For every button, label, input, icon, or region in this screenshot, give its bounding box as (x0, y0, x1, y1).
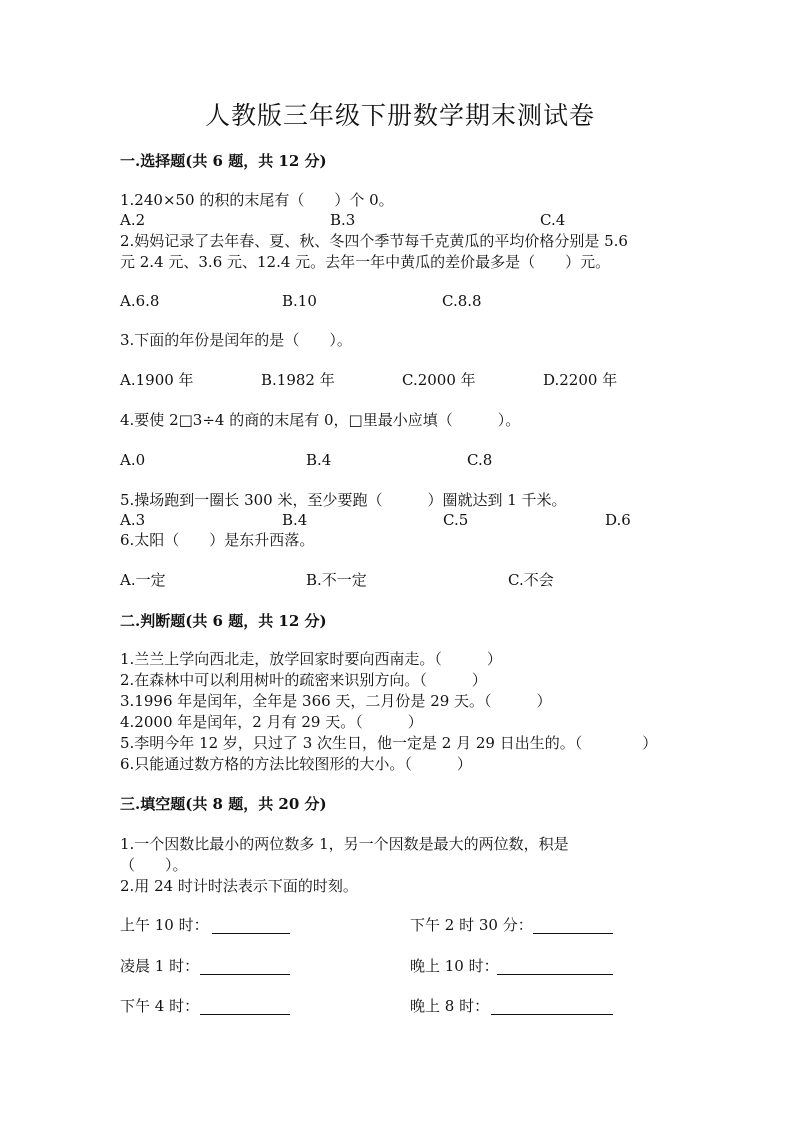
choice-question-2-line-1: 2.妈妈记录了去年春、夏、秋、冬四个季节每千克黄瓜的平均价格分别是 5.6 (120, 232, 628, 250)
choice-question-3: 3.下面的年份是闰年的是（ ）。 (120, 331, 352, 349)
choice-q3-option-d: D.2200 年 (543, 371, 618, 389)
section-heading-choice: 一.选择题(共 6 题，共 12 分) (120, 152, 327, 170)
judge-item-1: 1.兰兰上学向西北走，放学回家时要向西南走。（ ） (120, 650, 502, 668)
choice-q5-option-c: C.5 (443, 511, 469, 529)
choice-q1-option-b: B.3 (330, 211, 356, 229)
choice-q6-option-b: B.不一定 (306, 571, 367, 589)
choice-question-4: 4.要使 2□3÷4 的商的末尾有 0，□里最小应填（ ）。 (120, 411, 521, 429)
time-label-1am: 凌晨 1 时： (120, 957, 200, 975)
judge-item-5: 5.李明今年 12 岁，只过了 3 次生日，他一定是 2 月 29 日出生的。（ ） (120, 734, 658, 752)
choice-q5-option-b: B.4 (282, 511, 308, 529)
choice-question-2-line-2: 元 2.4 元、3.6 元、12.4 元。去年一年中黄瓜的差价最多是（ ）元。 (120, 253, 611, 271)
answer-blank-10pm[interactable] (497, 974, 613, 975)
fill-question-1-line-1: 1.一个因数比最小的两位数多 1，另一个因数是最大的两位数，积是 (120, 835, 569, 853)
choice-q3-option-a: A.1900 年 (120, 371, 194, 389)
section-heading-fill: 三.填空题(共 8 题，共 20 分) (120, 795, 327, 813)
answer-blank-230pm[interactable] (533, 933, 613, 934)
answer-blank-1am[interactable] (200, 974, 290, 975)
time-label-8pm: 晚上 8 时： (410, 997, 490, 1015)
time-label-10am: 上午 10 时： (120, 916, 209, 934)
choice-q5-option-d: D.6 (605, 511, 631, 529)
fill-question-2: 2.用 24 时计时法表示下面的时刻。 (120, 877, 358, 895)
judge-item-6: 6.只能通过数方格的方法比较图形的大小。（ ） (120, 755, 472, 773)
choice-q6-option-a: A.一定 (120, 571, 166, 589)
choice-q1-option-c: C.4 (540, 211, 566, 229)
choice-q6-option-c: C.不会 (508, 571, 554, 589)
time-label-230pm: 下午 2 时 30 分： (410, 916, 533, 934)
choice-q4-option-b: B.4 (306, 451, 332, 469)
choice-q3-option-b: B.1982 年 (261, 371, 335, 389)
exam-title: 人教版三年级下册数学期末测试卷 (204, 101, 595, 130)
answer-blank-10am[interactable] (212, 933, 290, 934)
choice-q3-option-c: C.2000 年 (402, 371, 476, 389)
answer-blank-8pm[interactable] (491, 1014, 613, 1015)
time-label-4pm: 下午 4 时： (120, 997, 200, 1015)
section-heading-judge: 二.判断题(共 6 题，共 12 分) (120, 612, 327, 630)
choice-q4-option-c: C.8 (467, 451, 493, 469)
judge-item-4: 4.2000 年是闰年，2 月有 29 天。（ ） (120, 713, 423, 731)
judge-item-2: 2.在森林中可以利用树叶的疏密来识别方向。（ ） (120, 671, 487, 689)
choice-q4-option-a: A.0 (120, 451, 146, 469)
choice-question-6: 6.太阳（ ）是东升西落。 (120, 531, 315, 549)
choice-q2-option-a: A.6.8 (120, 292, 160, 310)
answer-blank-4pm[interactable] (200, 1014, 290, 1015)
choice-q1-option-a: A.2 (120, 211, 146, 229)
fill-question-1-line-2: （ ）。 (120, 856, 188, 874)
judge-item-3: 3.1996 年是闰年，全年是 366 天，二月份是 29 天。（ ） (120, 692, 552, 710)
choice-question-1: 1.240×50 的积的末尾有（ ）个 0。 (120, 191, 394, 209)
choice-q2-option-b: B.10 (282, 292, 317, 310)
choice-q2-option-c: C.8.8 (442, 292, 482, 310)
time-label-10pm: 晚上 10 时： (410, 957, 499, 975)
choice-q5-option-a: A.3 (120, 511, 146, 529)
choice-question-5: 5.操场跑到一圈长 300 米，至少要跑（ ）圈就达到 1 千米。 (120, 491, 567, 509)
